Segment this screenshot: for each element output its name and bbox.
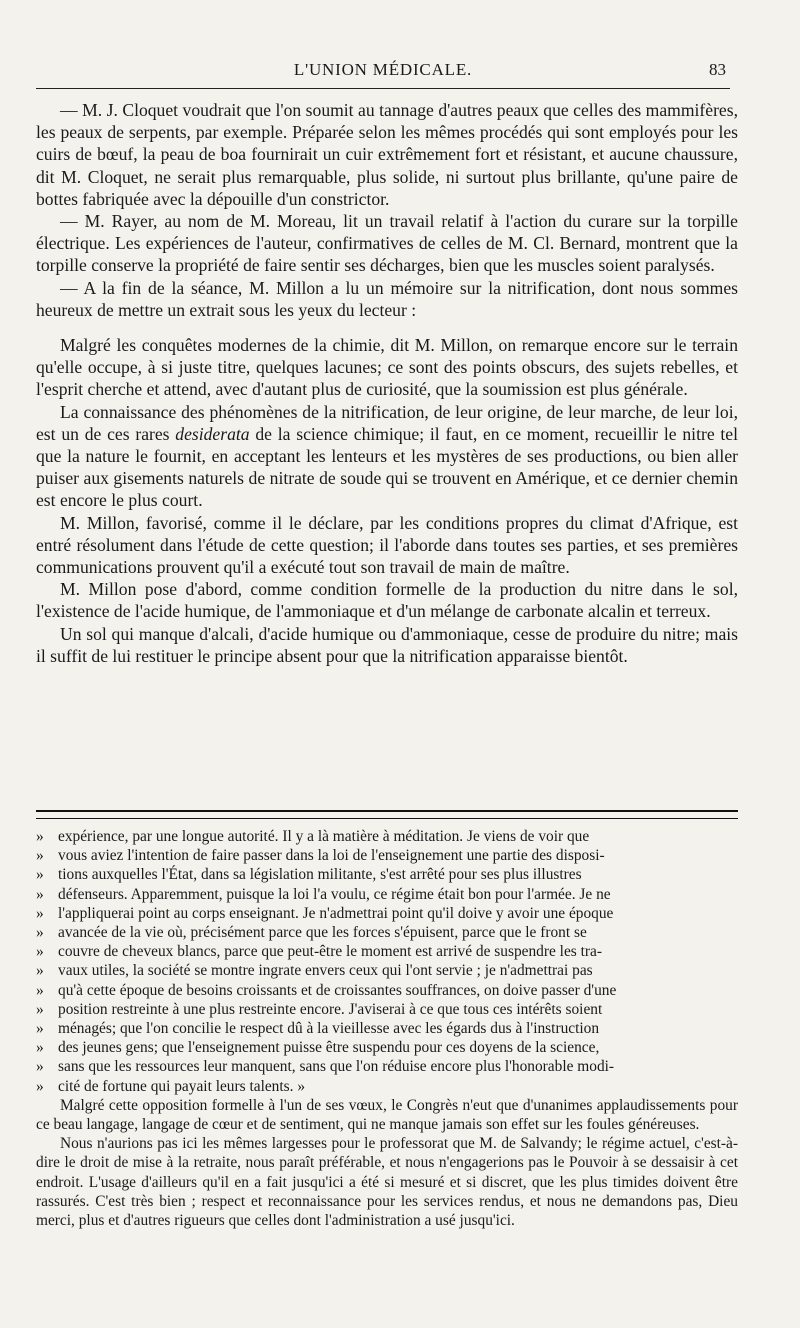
quote-mark: » — [36, 885, 44, 903]
quote-line — [36, 981, 738, 1000]
quote-mark: » — [36, 962, 44, 980]
quote-mark: » — [36, 1077, 44, 1095]
feuilleton-text — [36, 827, 738, 1230]
running-title: L'UNION MÉDICALE. — [293, 60, 473, 79]
quote-line — [36, 827, 738, 846]
quote-line-text: couvre de cheveux blancs, parce que peut-être le moment est arrivé de suspendre les tra- — [58, 943, 602, 961]
paragraph-extract-1: Malgré les conquêtes modernes de la chimie, dit M. Millon, on remarque encore sur le terrain qu'elle occupe, à si juste titre, quelques lacunes; ce sont des points obscurs, des sujets rebelles, et l'esprit cherche et attend, avec d'autant plus de curiosité, que la soumission est plus générale. — [36, 335, 738, 400]
quote-mark: » — [36, 1020, 44, 1038]
quote-line — [36, 1000, 738, 1019]
quote-mark: » — [36, 1058, 44, 1076]
quote-line-text: expérience, par une longue autorité. Il y a là matière à méditation. Je viens de voir que — [58, 828, 590, 845]
quote-mark: » — [36, 828, 44, 845]
paragraph-extract-5: Un sol qui manque d'alcali, d'acide humique ou d'ammoniaque, cesse de produire du nitre; mais il suffit de lui restituer le principe absent pour que la nitrification apparaisse bientôt. — [36, 623, 738, 666]
quote-line-text: l'appliquerai point au corps enseignant. Je n'admettrai point qu'il doive y avoir une époque — [58, 904, 614, 922]
quote-mark: » — [36, 847, 44, 865]
quote-mark: » — [36, 981, 44, 999]
quote-line-text: vaux utiles, la société se montre ingrate envers ceux qui l'ont servie ; je n'admettrai pas — [58, 962, 593, 980]
paragraph-rayer: — M. Rayer, au nom de M. Moreau, lit un travail relatif à l'action du curare sur la torpille électrique. Les expériences de l'auteur, confirmatives de celles de M. Cl. Bernard, montrent que la torpille conserve la propriété de faire sentir ses décharges, bien que les muscles soient paralysés. — [36, 211, 738, 276]
quote-mark: » — [36, 904, 44, 922]
page-number: 83 — [709, 60, 726, 79]
quote-mark: » — [36, 1039, 44, 1057]
quote-mark: » — [36, 1000, 44, 1018]
quote-mark: » — [36, 924, 44, 942]
paragraph-extract-2-end: de la science chimique; il faut, en ce moment, recueillir le nitre tel que la nature le fournit, en acceptant les lenteurs et les mystères de ses productions, ou bien aller puiser aux gisements naturels de nitrate de soude qui se trouvent en Amérique, et ce dernier chemin est encore le plus court. — [36, 423, 738, 511]
feuilleton-paragraph-congres: Malgré cette opposition formelle à l'un de ses vœux, le Congrès n'eut que d'unanimes applaudissements pour ce beau langage, langage de cœur et de sentiment, qui ne manque jamais son effet sur les foules généreuses. — [36, 1096, 738, 1134]
quote-mark: » — [36, 866, 44, 884]
paragraph-extract-2-start: La connaissance des phénomènes de la nitrification, de leur origine, de leur marche, de leur loi, est un de ces rares — [36, 401, 738, 444]
desiderata-term: desiderata — [175, 423, 250, 444]
quote-line — [36, 1019, 738, 1038]
quote-line — [36, 846, 738, 865]
quote-line — [36, 1077, 738, 1096]
quote-line — [36, 865, 738, 884]
quote-line-text: défenseurs. Apparemment, puisque la loi l'a voulu, ce régime était bon pour l'armée. Je ne — [58, 885, 611, 903]
paragraph-extract-3: M. Millon, favorisé, comme il le déclare, par les conditions propres du climat d'Afrique, est entré résolument dans l'étude de cette question; il l'aborde dans toutes ses parties, et ses premières communications prouvent qu'il a exécuté tout son travail de main de maître. — [36, 512, 738, 578]
feuilleton-divider — [36, 810, 738, 819]
quote-mark: » — [36, 943, 44, 961]
quote-line — [36, 1057, 738, 1076]
quote-line — [36, 942, 738, 961]
paragraph-cloquet: — M. J. Cloquet voudrait que l'on soumit au tannage d'autres peaux que celles des mammifères, les peaux de serpents, par exemple. Préparée selon les mêmes procédés qui sont employés pour les cuirs de bœuf, la peau de boa fournirait un cuir extrêmement fort et résistant, et aucune chaussure, dit M. Cloquet, ne serait plus remarquable, plus solide, ni surtout plus brillante, qu'une paire de bottes fabriquée avec la dépouille d'un constrictor. — [36, 100, 738, 209]
quote-line-text: avancée de la vie où, précisément parce que les forces s'épuisent, parce que le front se — [58, 924, 587, 942]
quote-line-text: qu'à cette époque de besoins croissants et de croissantes souffrances, on doive passer d'une — [58, 981, 617, 999]
quote-line-text: ménagés; que l'on concilie le respect dû à la vieillesse avec les égards dus à l'instruction — [58, 1020, 600, 1038]
quote-line — [36, 904, 738, 923]
quote-line — [36, 1038, 738, 1057]
quote-line-text: tions auxquelles l'État, dans sa législation militante, s'est arrêté pour ses plus illustres — [58, 866, 582, 884]
feuilleton-paragraph-salvandy: Nous n'aurions pas ici les mêmes largesses pour le professorat que M. de Salvandy; le régime actuel, c'est-à-dire le droit de mise à la retraite, nous paraît préférable, et nous n'engagerions pas le Pouvoir à se dessaisir à cet endroit. L'usage d'ailleurs qu'il en a fait jusqu'ici a été si mesuré et si discret, que les plus timides doivent être rassurés. C'est très bien ; respect et reconnaissance pour les services rendus, et nous ne demandons pas, Dieu merci, plus et d'autres rigueurs que celles dont l'administration a usé jusqu'ici. — [36, 1135, 738, 1230]
quote-line-text: des jeunes gens; que l'enseignement puisse être suspendu pour ces doyens de la science, — [58, 1039, 600, 1057]
page-header — [36, 56, 730, 86]
header-rule — [36, 88, 730, 89]
quote-line-text: cité de fortune qui payait leurs talents. » — [58, 1077, 306, 1095]
quote-line-text: position restreinte à une plus restreinte encore. J'aviserai à ce que tous ces intérêts soient — [58, 1000, 603, 1018]
quote-line — [36, 885, 738, 904]
paragraph-extract-2 — [36, 401, 738, 512]
quote-line — [36, 923, 738, 942]
quote-line-text: sans que les ressources leur manquent, sans que l'on réduise encore plus l'honorable modi- — [58, 1058, 615, 1076]
quote-line — [36, 961, 738, 980]
paragraph-millon-intro: — A la fin de la séance, M. Millon a lu un mémoire sur la nitrification, dont nous sommes heureux de mettre un extrait sous les yeux du lecteur : — [36, 277, 738, 320]
main-text — [36, 99, 738, 667]
paragraph-extract-4: M. Millon pose d'abord, comme condition formelle de la production du nitre dans le sol, l'existence de l'acide humique, de l'ammoniaque et d'un mélange de carbonate alcalin et terreux. — [36, 579, 738, 622]
quote-line-text: vous aviez l'intention de faire passer dans la loi de l'enseignement une partie des disposi- — [58, 847, 605, 865]
